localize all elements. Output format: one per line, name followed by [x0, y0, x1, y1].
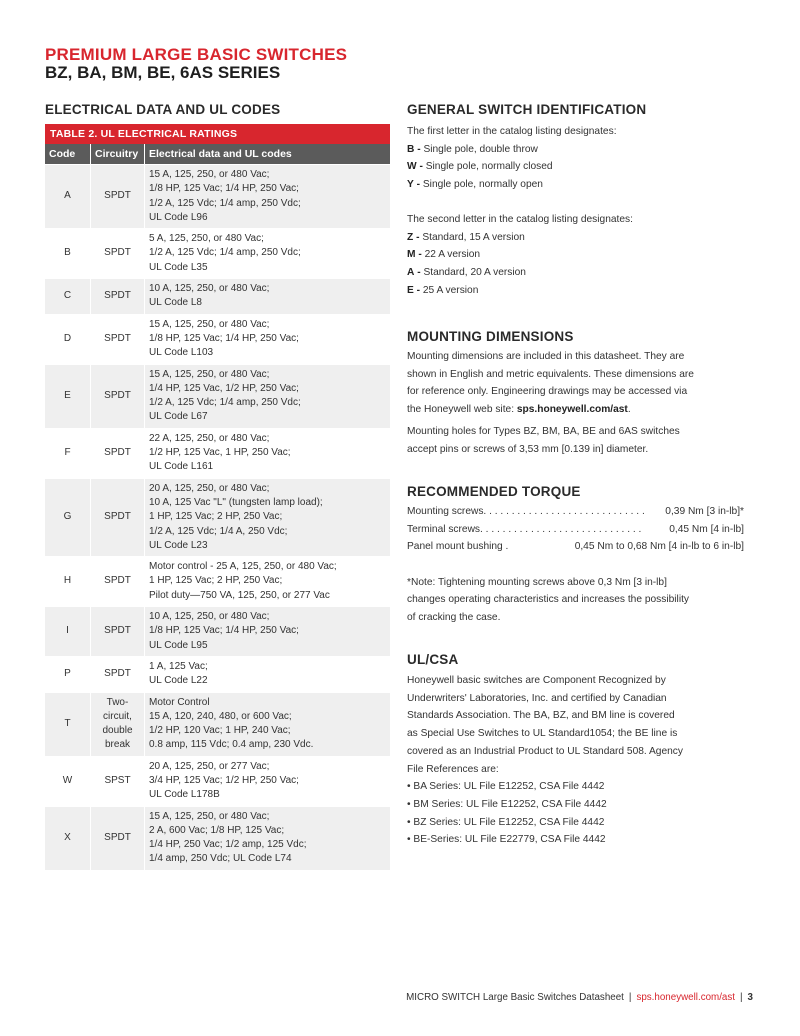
circuitry-line: SPDT: [104, 625, 131, 637]
circuitry-line: SPDT: [104, 668, 131, 680]
electrical-data-line: 2 A, 600 Vac; 1/8 HP, 125 Vac;: [149, 824, 285, 836]
footer-url-link[interactable]: sps.honeywell.com/ast: [636, 992, 735, 1003]
page-number: 3: [747, 992, 753, 1003]
ulcsa-text-line: File References are:: [407, 763, 499, 775]
file-reference-item: • BZ Series: UL File E12252, CSA File 4442: [407, 816, 605, 828]
electrical-data-line: 1/2 A, 125 Vdc; 1/4 A, 250 Vdc;: [149, 525, 288, 537]
cell-electrical-data: [145, 656, 391, 692]
footer-separator: |: [628, 992, 632, 1003]
cell-circuitry: [91, 806, 145, 870]
electrical-data-line: 1/2 HP, 120 Vac; 1 HP, 240 Vac;: [149, 725, 291, 737]
table-caption: TABLE 2. UL ELECTRICAL RATINGS: [45, 124, 390, 144]
electrical-data-line: UL Code L95: [149, 639, 208, 651]
circuitry-line: break: [104, 739, 130, 751]
ul-ratings-table-wrap: [45, 124, 390, 870]
electrical-data-line: 1/4 amp, 250 Vdc; UL Code L74: [149, 853, 292, 865]
electrical-data-line: 1/8 HP, 125 Vac; 1/4 HP, 250 Vac;: [149, 183, 299, 195]
table-body: [45, 165, 390, 870]
electrical-data-line: UL Code L161: [149, 461, 214, 473]
torque-heading: RECOMMENDED TORQUE: [407, 484, 581, 499]
table-row: [45, 806, 390, 870]
circuitry-line: SPDT: [104, 332, 131, 344]
cell-code: X: [45, 806, 91, 870]
circuitry-line: SPST: [104, 774, 131, 786]
cell-circuitry: [91, 756, 145, 806]
page-title: PREMIUM LARGE BASIC SWITCHES: [45, 45, 348, 64]
column-header-circuitry: Circuitry: [91, 144, 145, 165]
table-row: [45, 557, 390, 607]
page-subtitle: BZ, BA, BM, BE, 6AS SERIES: [45, 63, 281, 82]
electrical-data-line: 20 A, 125, 250, or 480 Vac;: [149, 482, 270, 494]
cell-code: F: [45, 428, 91, 478]
electrical-data-line: UL Code L23: [149, 539, 208, 551]
column-header-electrical: Electrical data and UL codes: [145, 144, 391, 165]
ulcsa-text-line: Standards Association. The BA, BZ, and BM line is covered: [407, 710, 675, 722]
electrical-data-line: 15 A, 120, 240, 480, or 600 Vac;: [149, 710, 292, 722]
cell-code: W: [45, 756, 91, 806]
cell-code: H: [45, 557, 91, 607]
ulcsa-text-line: covered as an Industrial Product to UL Standard 508. Agency: [407, 745, 683, 757]
electrical-data-line: 10 A, 125, 250, or 480 Vac;: [149, 611, 270, 623]
ulcsa-section: [407, 652, 757, 849]
torque-row: Terminal screws. . . . . . . . . . . . . . . . . . . . . . . . . . . . . 0,45 Nm [4 in-lb]: [407, 523, 744, 535]
cell-circuitry: [91, 607, 145, 657]
cell-electrical-data: [145, 165, 391, 229]
torque-row: Panel mount bushing . 0,45 Nm to 0,68 Nm [4 in-lb to 6 in-lb]: [407, 541, 744, 553]
torque-note-line: of cracking the case.: [407, 612, 501, 624]
electrical-data-line: 10 A, 125, 250, or 480 Vac;: [149, 283, 270, 295]
electrical-data-line: 1/4 HP, 250 Vac; 1/2 amp, 125 Vdc;: [149, 839, 307, 851]
electrical-data-line: 3/4 HP, 125 Vac; 1/2 HP, 250 Vac;: [149, 774, 299, 786]
torque-note: [407, 574, 757, 627]
electrical-data-line: 1/2 HP, 125 Vac, 1 HP, 250 Vac;: [149, 447, 291, 459]
electrical-data-line: UL Code L8: [149, 297, 202, 309]
table-row: [45, 229, 390, 279]
torque-table: [407, 503, 744, 556]
second-letter-item: E - 25 A version: [407, 284, 479, 296]
mounting-text-line: the Honeywell web site: sps.honeywell.com/ast.: [407, 404, 631, 416]
first-letter-item: W - Single pole, normally closed: [407, 161, 553, 173]
table-row: [45, 756, 390, 806]
torque-note-line: *Note: Tightening mounting screws above 0,3 Nm [3 in-lb]: [407, 576, 667, 588]
table-row: [45, 165, 390, 229]
cell-electrical-data: [145, 478, 391, 556]
table-row: [45, 607, 390, 657]
mounting-text-line: for reference only. Engineering drawings may be accessed via: [407, 386, 688, 398]
table-row: [45, 279, 390, 315]
circuitry-line: SPDT: [104, 290, 131, 302]
cell-code: B: [45, 229, 91, 279]
cell-circuitry: [91, 279, 145, 315]
second-letter-intro: The second letter in the catalog listing designates:: [407, 213, 633, 225]
torque-section: [407, 484, 757, 627]
footer-doc-title: MICRO SWITCH Large Basic Switches Datasheet: [406, 992, 624, 1003]
first-letter-item: B - Single pole, double throw: [407, 143, 538, 155]
electrical-heading: ELECTRICAL DATA AND UL CODES: [45, 102, 281, 117]
cell-code: P: [45, 656, 91, 692]
mounting-section: [407, 329, 757, 458]
mounting-holes-line: accept pins or screws of 3,53 mm [0.139 in] diameter.: [407, 443, 649, 455]
file-reference-item: • BE-Series: UL File E22779, CSA File 4442: [407, 834, 606, 846]
file-reference-item: • BM Series: UL File E12252, CSA File 4442: [407, 798, 607, 810]
cell-electrical-data: [145, 806, 391, 870]
electrical-data-line: 15 A, 125, 250, or 480 Vac;: [149, 810, 270, 822]
ul-ratings-table: [45, 144, 390, 870]
circuitry-line: SPDT: [104, 832, 131, 844]
cell-electrical-data: [145, 557, 391, 607]
electrical-data-line: 15 A, 125, 250, or 480 Vac;: [149, 368, 270, 380]
first-letter-item: Y - Single pole, normally open: [407, 179, 543, 191]
cell-circuitry: [91, 364, 145, 428]
electrical-data-line: Pilot duty—750 VA, 125, 250, or 277 Vac: [149, 589, 330, 601]
electrical-data-line: Motor control - 25 A, 125, 250, or 480 Vac;: [149, 561, 337, 573]
electrical-data-line: 22 A, 125, 250, or 480 Vac;: [149, 432, 270, 444]
electrical-data-line: 10 A, 125 Vac "L" (tungsten lamp load);: [149, 496, 323, 508]
ulcsa-heading: UL/CSA: [407, 652, 459, 667]
mounting-text-line: Mounting dimensions are included in this datasheet. They are: [407, 351, 685, 362]
cell-circuitry: [91, 478, 145, 556]
ulcsa-text-line: Underwriters' Laboratories, Inc. and certified by Canadian: [407, 692, 667, 704]
cell-electrical-data: [145, 314, 391, 364]
torque-note-line: changes operating characteristics and increases the possibility: [407, 594, 690, 606]
mounting-text-line: shown in English and metric equivalents. These dimensions are: [407, 368, 694, 380]
circuitry-line: double: [102, 725, 133, 737]
cell-electrical-data: [145, 607, 391, 657]
circuitry-line: SPDT: [104, 190, 131, 202]
table-row: [45, 428, 390, 478]
column-header-code: Code: [45, 144, 91, 165]
cell-electrical-data: [145, 364, 391, 428]
table-row: [45, 656, 390, 692]
cell-circuitry: [91, 656, 145, 692]
electrical-data-line: UL Code L103: [149, 347, 214, 359]
circuitry-line: circuit,: [103, 710, 132, 722]
cell-code: T: [45, 692, 91, 756]
electrical-data-line: UL Code L22: [149, 675, 208, 687]
table-header-row: [45, 144, 390, 165]
circuitry-line: SPDT: [104, 575, 131, 587]
cell-electrical-data: [145, 279, 391, 315]
cell-code: I: [45, 607, 91, 657]
cell-code: G: [45, 478, 91, 556]
ulcsa-text-line: Honeywell basic switches are Component Recognized by: [407, 675, 666, 686]
circuitry-line: Two-: [106, 696, 129, 708]
cell-circuitry: [91, 314, 145, 364]
electrical-data-line: 1 HP, 125 Vac; 2 HP, 250 Vac;: [149, 575, 283, 587]
cell-code: C: [45, 279, 91, 315]
identification-section: [407, 102, 757, 299]
circuitry-line: SPDT: [104, 390, 131, 401]
electrical-data-line: 1 A, 125 Vac;: [149, 660, 208, 672]
ulcsa-text-line: as Special Use Switches to UL Standard1054; the BE line is: [407, 728, 678, 740]
cell-code: E: [45, 364, 91, 428]
electrical-data-line: 1/2 A, 125 Vdc; 1/4 amp, 250 Vdc;: [149, 397, 301, 409]
cell-electrical-data: [145, 756, 391, 806]
first-letter-intro: The first letter in the catalog listing designates:: [407, 126, 617, 137]
second-letter-item: M - 22 A version: [407, 249, 481, 261]
electrical-data-line: Motor Control: [149, 696, 210, 708]
page-footer: [406, 992, 753, 1003]
mounting-heading: MOUNTING DIMENSIONS: [407, 329, 574, 344]
circuitry-line: SPDT: [104, 447, 131, 459]
cell-code: D: [45, 314, 91, 364]
footer-separator: |: [740, 992, 743, 1003]
electrical-data-line: 20 A, 125, 250, or 277 Vac;: [149, 760, 270, 772]
electrical-data-line: 1/2 A, 125 Vdc; 1/4 amp, 250 Vdc;: [149, 247, 301, 259]
table-row: [45, 314, 390, 364]
electrical-data-line: 1/2 A, 125 Vdc; 1/4 amp, 250 Vdc;: [149, 197, 301, 209]
second-letter-item: A - Standard, 20 A version: [407, 266, 526, 278]
cell-electrical-data: [145, 428, 391, 478]
electrical-data-line: UL Code L178B: [149, 789, 220, 801]
cell-circuitry: [91, 229, 145, 279]
circuitry-line: SPDT: [104, 247, 131, 259]
electrical-data-line: UL Code L35: [149, 261, 208, 273]
table-row: [45, 692, 390, 756]
electrical-data-line: 0.8 amp, 115 Vdc; 0.4 amp, 230 Vdc.: [149, 739, 314, 751]
electrical-data-line: 1 HP, 125 Vac; 2 HP, 250 Vac;: [149, 511, 283, 523]
electrical-data-line: UL Code L96: [149, 211, 208, 223]
cell-electrical-data: [145, 229, 391, 279]
table-row: [45, 478, 390, 556]
identification-heading: GENERAL SWITCH IDENTIFICATION: [407, 102, 647, 117]
electrical-data-line: 15 A, 125, 250, or 480 Vac;: [149, 169, 270, 180]
electrical-data-line: 1/4 HP, 125 Vac, 1/2 HP, 250 Vac;: [149, 382, 299, 394]
file-reference-item: • BA Series: UL File E12252, CSA File 4442: [407, 781, 605, 793]
torque-row: Mounting screws. . . . . . . . . . . . . . . . . . . . . . . . . . . . . 0,39 Nm [3 in-lb]*: [407, 506, 744, 517]
cell-circuitry: [91, 165, 145, 229]
mounting-holes-line: Mounting holes for Types BZ, BM, BA, BE and 6AS switches: [407, 425, 680, 437]
electrical-data-line: 15 A, 125, 250, or 480 Vac;: [149, 318, 270, 330]
cell-code: A: [45, 165, 91, 229]
second-letter-item: Z - Standard, 15 A version: [407, 231, 525, 243]
electrical-data-line: 1/8 HP, 125 Vac; 1/4 HP, 250 Vac;: [149, 332, 299, 344]
electrical-data-line: UL Code L67: [149, 411, 208, 423]
cell-circuitry: [91, 428, 145, 478]
electrical-data-line: 5 A, 125, 250, or 480 Vac;: [149, 233, 264, 245]
website-link[interactable]: sps.honeywell.com/ast: [516, 404, 628, 416]
table-row: [45, 364, 390, 428]
cell-circuitry: [91, 557, 145, 607]
electrical-data-line: 1/8 HP, 125 Vac; 1/4 HP, 250 Vac;: [149, 625, 299, 637]
circuitry-line: SPDT: [104, 511, 131, 523]
cell-circuitry: [91, 692, 145, 756]
cell-electrical-data: [145, 692, 391, 756]
